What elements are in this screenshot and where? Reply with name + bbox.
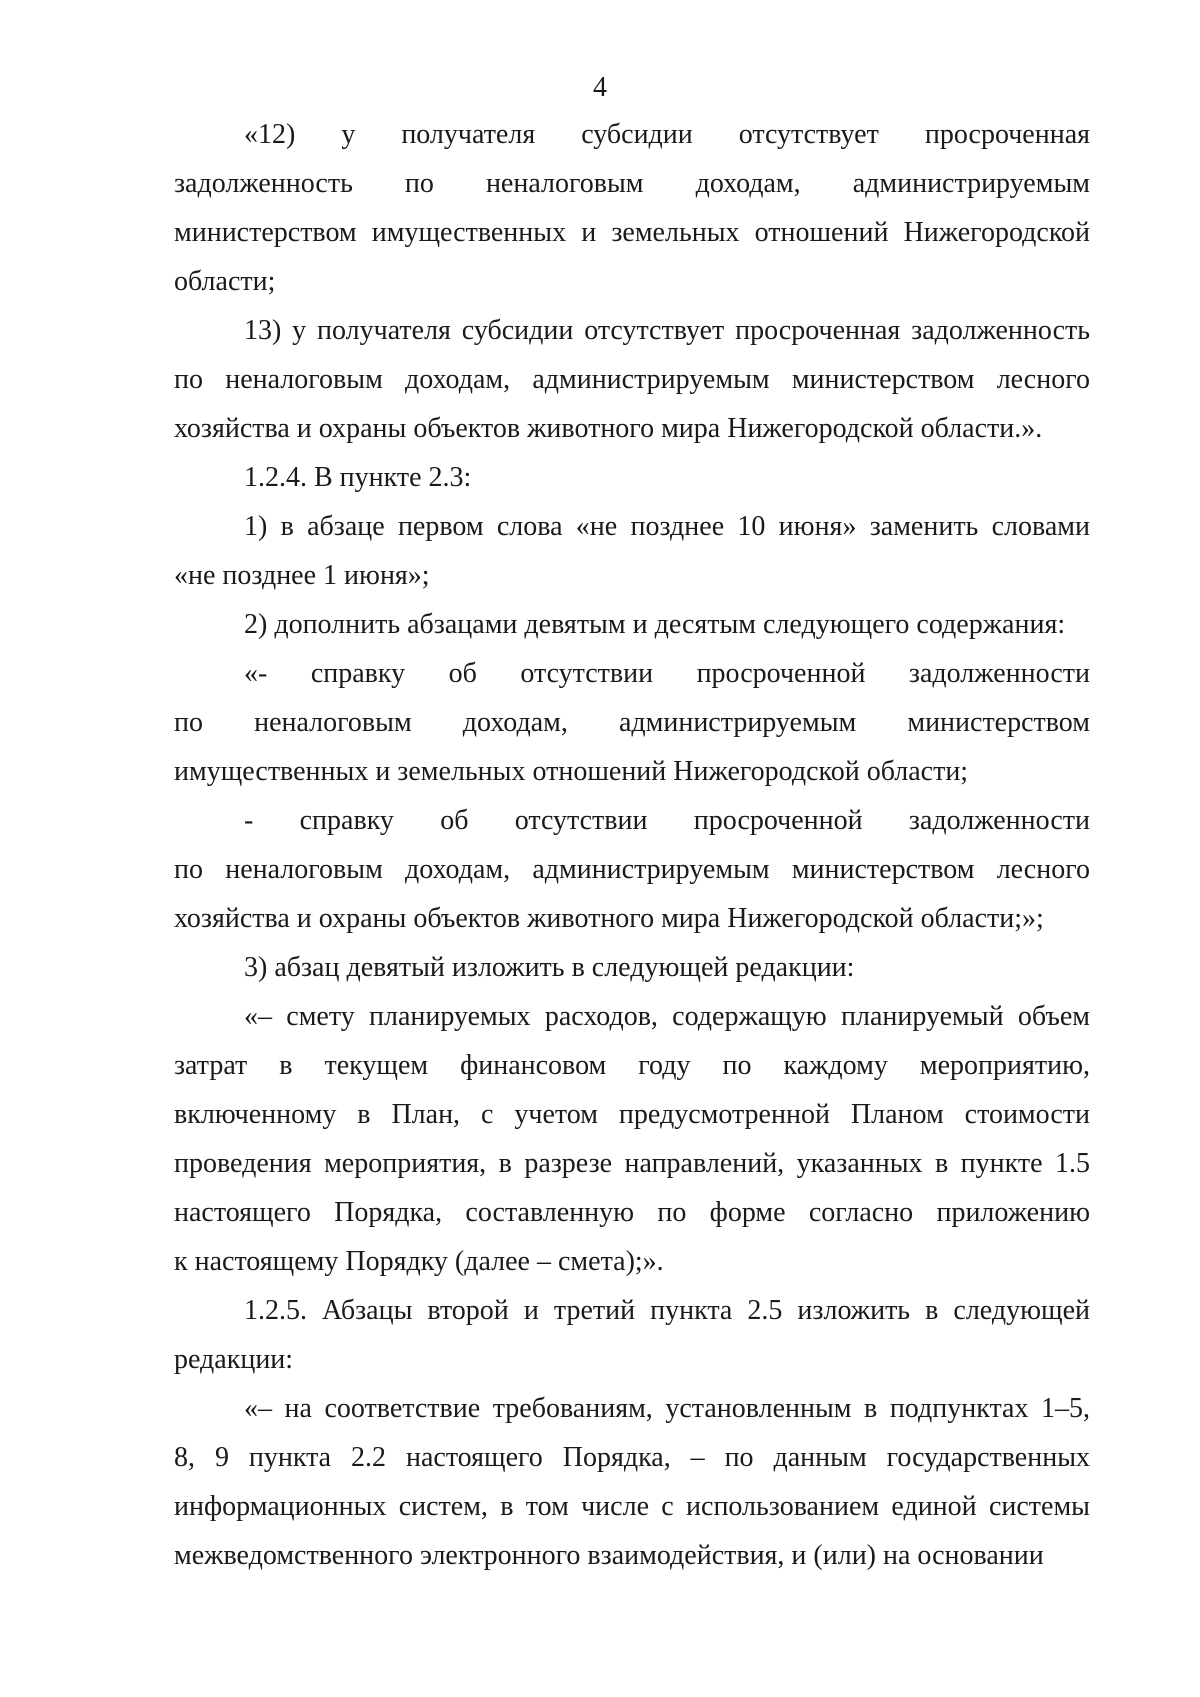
paragraph xyxy=(174,943,1090,992)
text-line: редакции: xyxy=(174,1344,294,1375)
text-line: затрат в текущем финансовом году по каждому мероприятию, xyxy=(174,1050,1090,1081)
text-line: «– смету планируемых расходов, содержащую планируемый объем xyxy=(244,1001,1090,1032)
text-line: «12) у получателя субсидии отсутствует просроченная xyxy=(244,119,1090,150)
text-line: хозяйства и охраны объектов животного мира Нижегородской области.». xyxy=(174,413,1043,444)
text-line: по неналоговым доходам, администрируемым министерством xyxy=(174,707,1090,738)
text-line: «– на соответствие требованиям, установленным в подпунктах 1–5, xyxy=(244,1393,1090,1424)
text-line: «не позднее 1 июня»; xyxy=(174,560,430,591)
text-line: министерством имущественных и земельных отношений Нижегородской xyxy=(174,217,1090,248)
paragraph xyxy=(174,110,1090,306)
text-line: «- справку об отсутствии просроченной задолженности xyxy=(244,658,1090,689)
text-line: 2) дополнить абзацами девятым и десятым следующего содержания: xyxy=(244,609,1066,640)
text-line: 1.2.4. В пункте 2.3: xyxy=(244,462,472,493)
text-line: информационных систем, в том числе с использованием единой системы xyxy=(174,1491,1090,1522)
text-line: включенному в План, с учетом предусмотренной Планом стоимости xyxy=(174,1099,1090,1130)
text-line: по неналоговым доходам, администрируемым министерством лесного xyxy=(174,364,1090,395)
text-line: 3) абзац девятый изложить в следующей редакции: xyxy=(244,952,855,983)
text-line: - справку об отсутствии просроченной задолженности xyxy=(244,805,1090,836)
text-line: 1.2.5. Абзацы второй и третий пункта 2.5 изложить в следующей xyxy=(244,1295,1090,1326)
text-line: 13) у получателя субсидии отсутствует просроченная задолженность xyxy=(244,315,1090,346)
text-line: области; xyxy=(174,266,276,297)
document-body xyxy=(174,110,1090,1580)
paragraph xyxy=(174,1384,1090,1580)
text-line: имущественных и земельных отношений Нижегородской области; xyxy=(174,756,969,787)
text-line: настоящего Порядка, составленную по форме согласно приложению xyxy=(174,1197,1090,1228)
paragraph xyxy=(174,453,1090,502)
paragraph xyxy=(174,1286,1090,1384)
paragraph xyxy=(174,600,1090,649)
paragraph xyxy=(174,306,1090,453)
paragraph xyxy=(174,992,1090,1286)
paragraph xyxy=(174,796,1090,943)
text-line: проведения мероприятия, в разрезе направлений, указанных в пункте 1.5 xyxy=(174,1148,1090,1179)
page-number: 4 xyxy=(593,72,607,103)
paragraph xyxy=(174,502,1090,600)
text-line: хозяйства и охраны объектов животного мира Нижегородской области;»; xyxy=(174,903,1044,934)
text-line: к настоящему Порядку (далее – смета);». xyxy=(174,1246,664,1277)
text-line: межведомственного электронного взаимодействия, и (или) на основании xyxy=(174,1540,1044,1571)
text-line: задолженность по неналоговым доходам, администрируемым xyxy=(174,168,1090,199)
text-line: 8, 9 пункта 2.2 настоящего Порядка, – по данным государственных xyxy=(174,1442,1090,1473)
paragraph xyxy=(174,649,1090,796)
text-line: 1) в абзаце первом слова «не позднее 10 июня» заменить словами xyxy=(244,511,1090,542)
text-line: по неналоговым доходам, администрируемым министерством лесного xyxy=(174,854,1090,885)
